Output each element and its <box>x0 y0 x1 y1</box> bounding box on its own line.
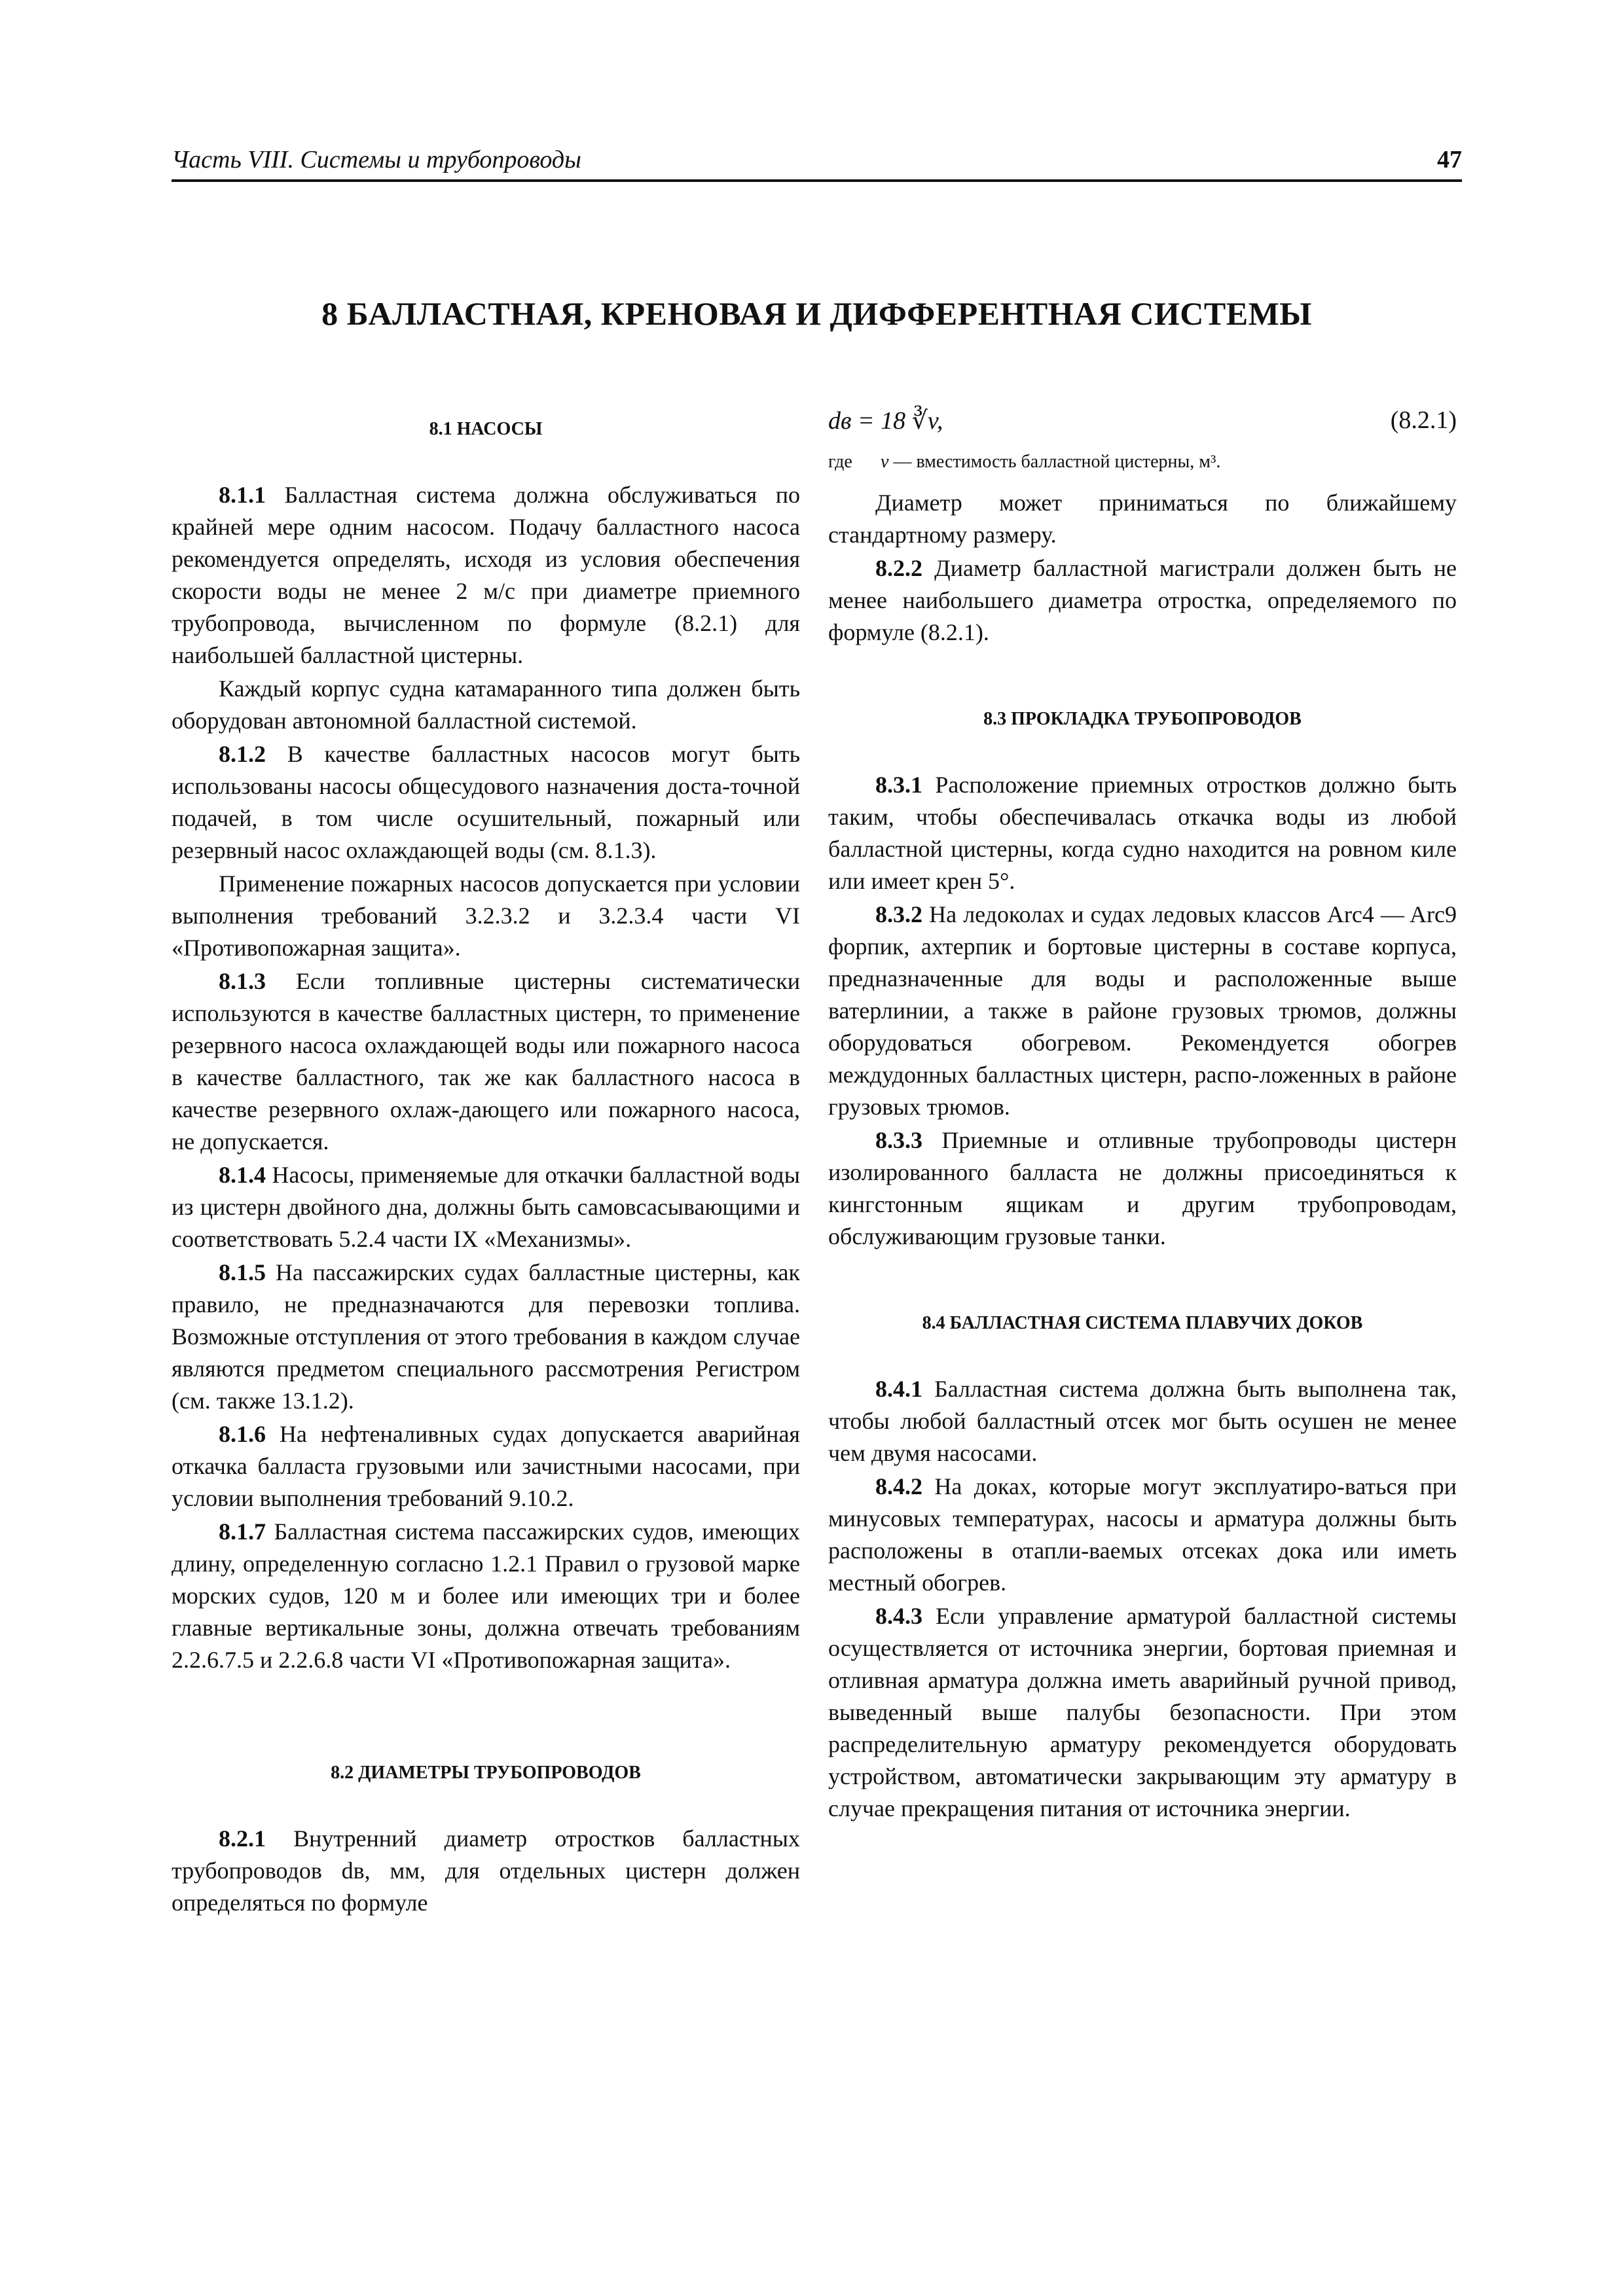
paragraph-8-4-3 <box>828 1600 1457 1825</box>
paragraph-text: На ледоколах и судах ледовых классов Arc4 — Arc9 форпик, ахтерпик и бортовые цистерны в составе корпуса, предназначенные для воды и расположенные выше ватерлинии, а также в районе грузовых трюмов, должны оборудоваться обогревом. Рекомендуется обогрев междудонных балластных цистерн, распо-ложенных в районе грузовых трюмов. <box>828 901 1457 1120</box>
paragraph-8-2-1 <box>172 1823 800 1919</box>
paragraph-8-3-2 <box>828 899 1457 1123</box>
formula-expression: dв = 18 ∛v, <box>828 407 943 435</box>
paragraph-8-1-3 <box>172 965 800 1158</box>
paragraph-8-1-4 <box>172 1159 800 1255</box>
section-heading-8-2: 8.2 ДИАМЕТРЫ ТРУБОПРОВОДОВ <box>331 1763 641 1783</box>
clause-number: 8.1.1 <box>219 482 266 508</box>
paragraph-8-3-3 <box>828 1124 1457 1253</box>
paragraph-8-2-2 <box>828 552 1457 649</box>
paragraph-8-1-2 <box>172 738 800 867</box>
formula-8-2-1 <box>828 406 1457 442</box>
paragraph-8-1-7 <box>172 1516 800 1676</box>
page-number: 47 <box>1437 146 1462 173</box>
clause-number: 8.2.2 <box>875 555 922 581</box>
where-definition: — вместимость балластной цистерны, м³. <box>888 452 1221 472</box>
paragraph-text: Насосы, применяемые для откачки балластной воды из цистерн двойного дна, должны быть самовсасывающими и соответствовать 5.2.4 части IX «Механизмы». <box>172 1162 800 1252</box>
formula-legend <box>828 452 1457 473</box>
clause-number: 8.3.3 <box>875 1127 922 1153</box>
section-heading-8-4: 8.4 БАЛЛАСТНАЯ СИСТЕМА ПЛАВУЧИХ ДОКОВ <box>922 1313 1363 1333</box>
paragraph-8-3-1 <box>828 769 1457 897</box>
section-heading-8-1: 8.1 НАСОСЫ <box>429 419 543 439</box>
paragraph-8-4-1 <box>828 1373 1457 1469</box>
clause-number: 8.1.3 <box>219 968 266 994</box>
paragraph-text: На нефтеналивных судах допускается аварийная откачка балласта грузовыми или зачистными насосами, при условии выполнения требований 9.10.2. <box>172 1421 800 1511</box>
clause-number: 8.3.1 <box>875 772 922 798</box>
paragraph-text: Балластная система должна быть выполнена так, чтобы любой балластный отсек мог быть осушен не менее чем двумя насосами. <box>828 1376 1457 1466</box>
paragraph-text: Внутренний диаметр отростков балластных трубопроводов dв, мм, для отдельных цистерн должен определяться по формуле <box>172 1825 800 1916</box>
paragraph: Диаметр может приниматься по ближайшему стандартному размеру. <box>828 490 1457 548</box>
paragraph-text: Диаметр балластной магистрали должен быть не менее наибольшего диаметра отростка, определяемого по формуле (8.2.1). <box>828 555 1457 645</box>
paragraph-8-1-5 <box>172 1257 800 1417</box>
paragraph-text: На пассажирских судах балластные цистерны, как правило, не предназначаются для перевозки топлива. Возможные отступления от этого требования в каждом случае являются предметом специального рассмотрения Регистром (см. также 13.1.2). <box>172 1259 800 1414</box>
section-heading-8-3: 8.3 ПРОКЛАДКА ТРУБОПРОВОДОВ <box>983 709 1302 729</box>
clause-number: 8.1.6 <box>219 1421 266 1447</box>
left-column <box>172 406 800 1920</box>
paragraph-text: Расположение приемных отростков должно быть таким, чтобы обеспечивалась откачка воды из любой балластной цистерны, когда судно находится на ровном киле или имеет крен 5°. <box>828 772 1457 894</box>
right-column <box>828 406 1457 1826</box>
paragraph-text: Если управление арматурой балластной системы осуществляется от источника энергии, бортовая приемная и отливная арматура должна иметь аварийный ручной привод, выведенный выше палубы безопасности. При этом распределительную арматуру рекомендуется оборудовать устройством, автоматически закрывающим эту арматуру в случае прекращения питания от источника энергии. <box>828 1603 1457 1821</box>
paragraph-text: На доках, которые могут эксплуатиро-ваться при минусовых температурах, насосы и арматура должны быть расположены в отапли-ваемых отсеках дока или иметь местный обогрев. <box>828 1473 1457 1596</box>
clause-number: 8.2.1 <box>219 1825 266 1852</box>
paragraph-8-1-6 <box>172 1418 800 1515</box>
paragraph-8-4-2 <box>828 1471 1457 1599</box>
clause-number: 8.4.3 <box>875 1603 922 1629</box>
header-part-title: Часть VIII. Системы и трубопроводы <box>172 146 581 173</box>
chapter-title: 8 БАЛЛАСТНАЯ, КРЕНОВАЯ И ДИФФЕРЕНТНАЯ СИСТЕМЫ <box>321 295 1312 332</box>
where-variable: v <box>881 452 889 472</box>
clause-number: 8.1.4 <box>219 1162 266 1188</box>
paragraph-text: Балластная система должна обслуживаться по крайней мере одним насосом. Подачу балластного насоса рекомендуется определять, исходя из условия обеспечения скорости воды не менее 2 м/с при диаметре приемного трубопровода, вычисленном по формуле (8.2.1) для наибольшей балластной цистерны. <box>172 482 800 668</box>
clause-number: 8.1.2 <box>219 741 266 767</box>
clause-number: 8.1.5 <box>219 1259 266 1285</box>
paragraph-8-1-1 <box>172 479 800 672</box>
formula-number: (8.2.1) <box>1390 406 1457 434</box>
running-header <box>172 143 1462 182</box>
paragraph: Каждый корпус судна катамаранного типа должен быть оборудован автономной балластной системой. <box>172 675 800 734</box>
clause-number: 8.3.2 <box>875 901 922 927</box>
clause-number: 8.4.2 <box>875 1473 922 1499</box>
paragraph-text: В качестве балластных насосов могут быть использованы насосы общесудового назначения доста-точной подачей, в том числе осушительный, пожарный или резервный насос охлаждающей воды (см. 8.1.3). <box>172 741 800 863</box>
paragraph-text: Балластная система пассажирских судов, имеющих длину, определенную согласно 1.2.1 Правил о грузовой марке морских судов, 120 м и более или имеющих три и более главные вертикальные зоны, должна отвечать требованиям 2.2.6.7.5 и 2.2.6.8 части VI «Противопожарная защита». <box>172 1518 800 1673</box>
paragraph-text: Если топливные цистерны систематически используются в качестве балластных цистерн, то применение резервного насоса охлаждающей воды или пожарного насоса в качестве балластного, так же как балластного насоса в качестве резервного охлаж-дающего или пожарного насоса, не допускается. <box>172 968 800 1155</box>
paragraph: Применение пожарных насосов допускается при условии выполнения требований 3.2.3.2 и 3.2.3.4 части VI «Противопожарная защита». <box>172 870 800 961</box>
clause-number: 8.1.7 <box>219 1518 266 1545</box>
where-label: где <box>828 452 852 472</box>
clause-number: 8.4.1 <box>875 1376 922 1402</box>
paragraph-text: Приемные и отливные трубопроводы цистерн изолированного балласта не должны присоединяться к кингстонным ящикам и другим трубопроводам, обслуживающим грузовые танки. <box>828 1127 1457 1249</box>
